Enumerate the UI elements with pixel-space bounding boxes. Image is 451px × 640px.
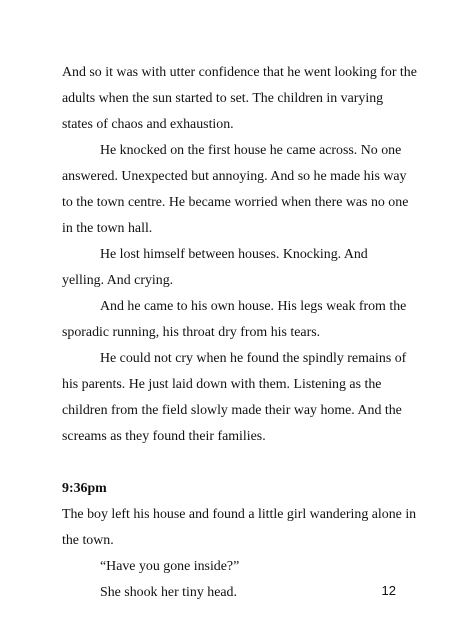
- text-line: answered. Unexpected but annoying. And so he made his way: [62, 169, 407, 184]
- page-number: 12: [381, 583, 396, 598]
- paragraph-start-line: She shook her tiny head.: [100, 585, 237, 600]
- paragraph-start-line: He could not cry when he found the spindly remains of: [100, 351, 407, 366]
- text-line: his parents. He just laid down with them. Listening as the: [62, 377, 382, 392]
- blank-line: [62, 450, 394, 476]
- text-line: children from the field slowly made their way home. And the: [62, 403, 402, 418]
- paragraph-start-line: He lost himself between houses. Knocking. And: [100, 247, 368, 262]
- timestamp-heading: 9:36pm: [62, 481, 107, 496]
- text-line: The boy left his house and found a little girl wandering alone in: [62, 507, 417, 522]
- text-line: states of chaos and exhaustion.: [62, 117, 234, 132]
- text-line: And so it was with utter confidence that he went looking for the: [62, 65, 417, 80]
- dialogue-line: “Have you gone inside?”: [100, 559, 240, 574]
- paragraph-start-line: He knocked on the first house he came across. No one: [100, 143, 402, 158]
- text-line: the town.: [62, 533, 114, 548]
- paragraph-start-line: And he came to his own house. His legs weak from the: [100, 299, 407, 314]
- text-line: in the town hall.: [62, 221, 153, 236]
- text-line: adults when the sun started to set. The children in varying: [62, 91, 384, 106]
- text-line: screams as they found their families.: [62, 429, 266, 444]
- text-line: yelling. And crying.: [62, 273, 174, 288]
- text-line: sporadic running, his throat dry from his tears.: [62, 325, 321, 340]
- body-text: [62, 60, 417, 606]
- text-line: to the town centre. He became worried when there was no one: [62, 195, 409, 210]
